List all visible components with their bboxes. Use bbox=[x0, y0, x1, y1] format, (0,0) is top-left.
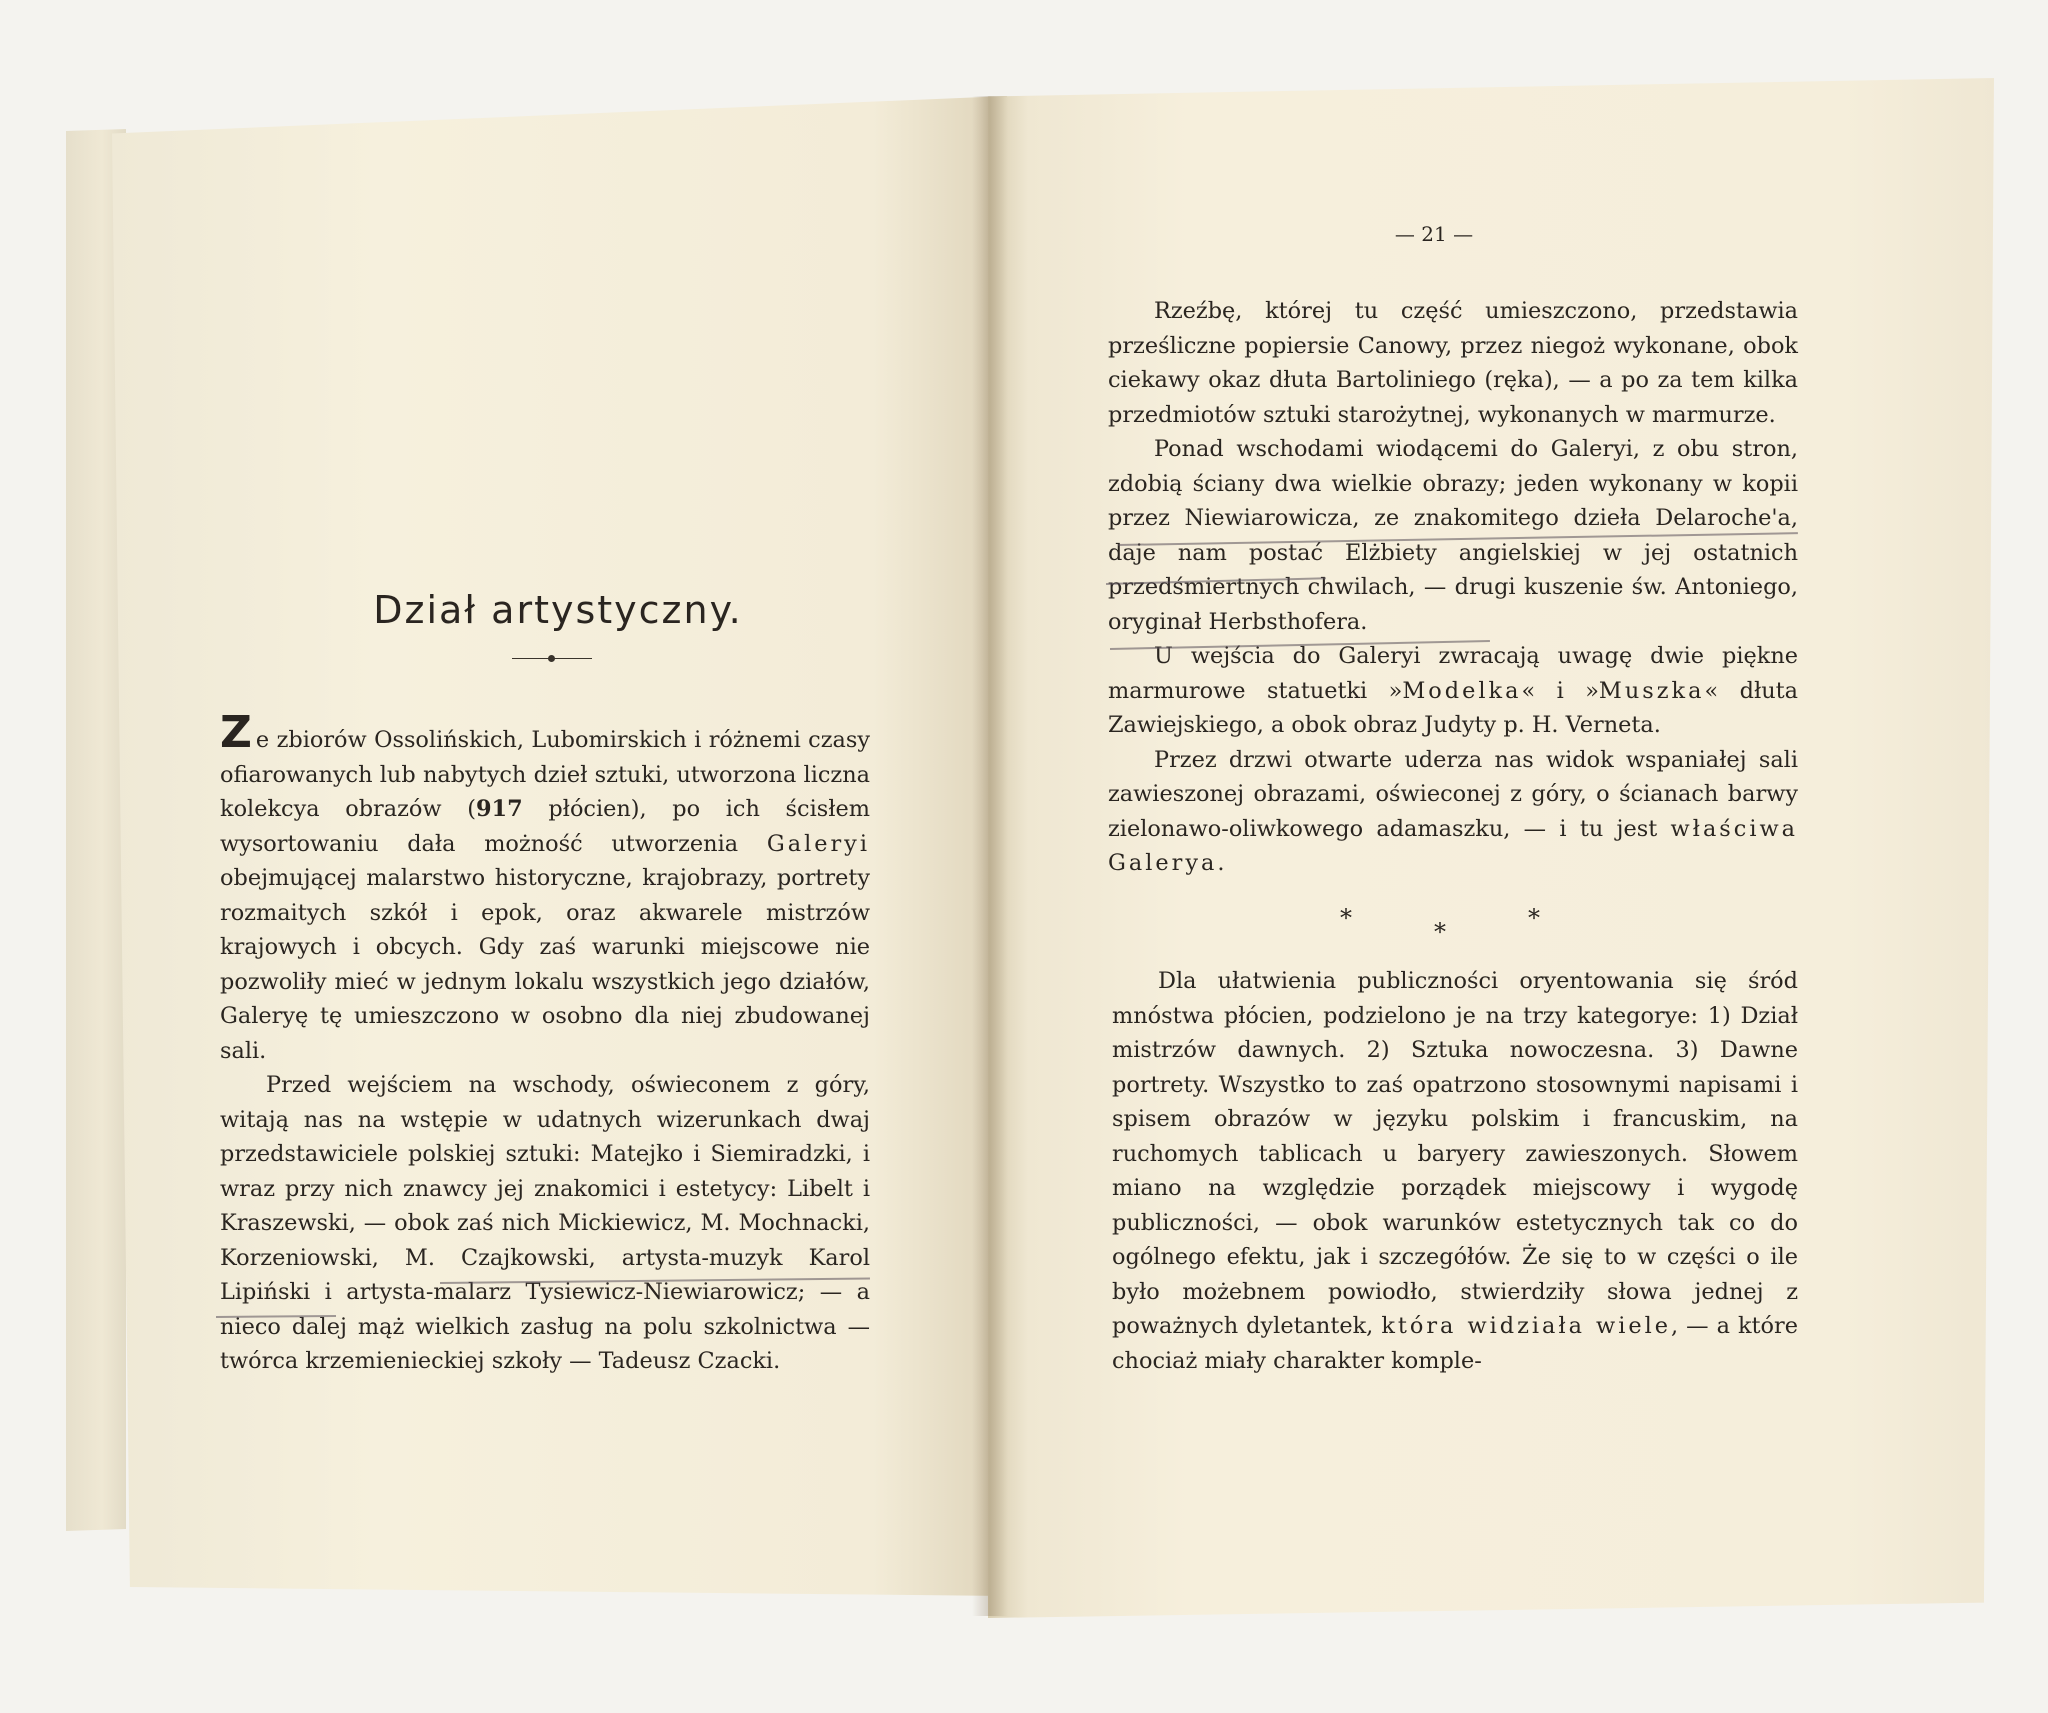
left-paragraph-1 bbox=[220, 707, 870, 1068]
right-paragraph-2: Ponad wschodami wiodącemi do Galeryi, z obu stron, zdobią ściany dwa wielkie obrazy; jeden wykonany w kopii przez Niewiarowicza, ze znakomitego dzieła Delaroche'a, daje nam postać Elżbiety angielskiej w jej ostatnich przedśmiertnych chwilach, — drugi kuszenie św. Antoniego, oryginał Herbsthofera. bbox=[1108, 436, 1798, 635]
right-page-body-top bbox=[1108, 294, 1798, 881]
right-paragraph-5-tail: , — a które chociaż miały charakter komple- bbox=[1112, 1313, 1798, 1374]
left-paragraph-1-mid: płócien), po ich ścisłem wysortowaniu dała możność utworzenia bbox=[220, 796, 870, 857]
right-paragraph-3-mid: « i » bbox=[1521, 677, 1599, 704]
right-paragraph-1: Rzeźbę, której tu część umieszczono, przedstawia prześliczne popiersie Canowy, przez niegoż wykonane, obok ciekawy okaz dłuta Bartoliniego (ręka), — a po za tem kilka przedmiotów sztuki starożytnej, wykonanych w marmurze. bbox=[1108, 298, 1798, 428]
statuette-modelka: Modelka bbox=[1402, 677, 1522, 704]
galerya-spaced: właściwa Galerya bbox=[1108, 815, 1798, 876]
asterisk: * bbox=[1434, 918, 1446, 946]
book-gutter bbox=[972, 96, 1008, 1616]
left-paragraph-2: Przed wejściem na wschody, oświeconem z góry, witają nas na wstępie w udatnych wizerunkach dwaj przedstawiciele polskiej sztuki: Matejko i Siemiradzki, i wraz przy nich znawcy jej znakomici i estetycy: Libelt i Kraszewski, — obok zaś nich Mickiewicz, M. Mochnacki, Korzeniowski, M. Czajkowski, artysta-muzyk Karol Lipiński i artysta-malarz Tysiewicz-Niewiarowicz; — a nieco dalej mąż wielkich zasług na polu szkolnictwa — twórca krzemienieckiej szkoły — Tadeusz Czacki. bbox=[220, 1072, 870, 1374]
section-heading: Dział artystyczny. bbox=[373, 588, 743, 632]
page-number: — 21 — bbox=[1394, 222, 1474, 246]
statuette-muszka: Muszka bbox=[1598, 677, 1705, 704]
painting-count: 917 bbox=[475, 796, 523, 822]
section-divider-asterisks bbox=[1340, 904, 1540, 946]
heading-ornament-dot bbox=[548, 655, 555, 662]
right-paragraph-3 bbox=[1108, 639, 1798, 743]
asterisk: * bbox=[1340, 904, 1352, 932]
left-paragraph-1-lead: e zbiorów Ossolińskich, Lubomirskich i różnemi czasy ofiarowanych lub nabytych dzieł sztuki, utworzona liczna kolekcya obrazów ( bbox=[220, 727, 870, 822]
drop-cap: Z bbox=[220, 707, 252, 758]
right-paragraph-5-text: Dla ułatwienia publiczności oryentowania się śród mnóstwa płócien, podzielono je na trzy kategorye: 1) Dział mistrzów dawnych. 2) Sztuka nowoczesna. 3) Dawne portrety. Wszystko to zaś opatrzono stosownymi napisami i spisem obrazów w języku polskim i francuskim, na ruchomych tablicach u baryery zawieszonych. Słowem miano na względzie porządek miejscowy i wygodę publiczności, — obok warunków estetycznych tak co do ogólnego efektu, jak i szczegółów. Że się to w części o ile było możebnem powiodło, stwierdziły słowa jednej z poważnych dyletantek, bbox=[1112, 968, 1798, 1339]
asterisk: * bbox=[1528, 904, 1540, 932]
right-paragraph-4-tail: . bbox=[1217, 850, 1225, 876]
right-paragraph-5 bbox=[1112, 964, 1798, 1378]
widziala-wiele-spaced: która widziała wiele bbox=[1381, 1313, 1672, 1339]
galeryi-spaced: Galeryi bbox=[766, 830, 870, 857]
right-paragraph-3-lead: U wejścia do Galeryi zwracają uwagę dwie piękne marmurowe statuetki » bbox=[1108, 643, 1798, 704]
left-paragraph-1-tail: obejmującej malarstwo historyczne, krajobrazy, portrety rozmaitych szkół i epok, oraz akwarele mistrzów krajowych i obcych. Gdy zaś warunki miejscowe nie pozwoliły mieć w jednym lokalu wszystkich jego działów, Galeryę tę umieszczono w osobno dla niej zbudowanej sali. bbox=[220, 865, 870, 1064]
right-paragraph-3-tail: « dłuta Zawiejskiego, a obok obraz Judyty p. H. Verneta. bbox=[1108, 677, 1798, 738]
right-page-body-bottom bbox=[1112, 964, 1798, 1378]
right-paragraph-4 bbox=[1108, 743, 1798, 881]
right-paragraph-4-lead: Przez drzwi otwarte uderza nas widok wspaniałej sali zawieszonej obrazami, oświeconej z góry, o ścianach barwy zielonawo-oliwkowego adamaszku, — i tu jest bbox=[1108, 746, 1798, 842]
